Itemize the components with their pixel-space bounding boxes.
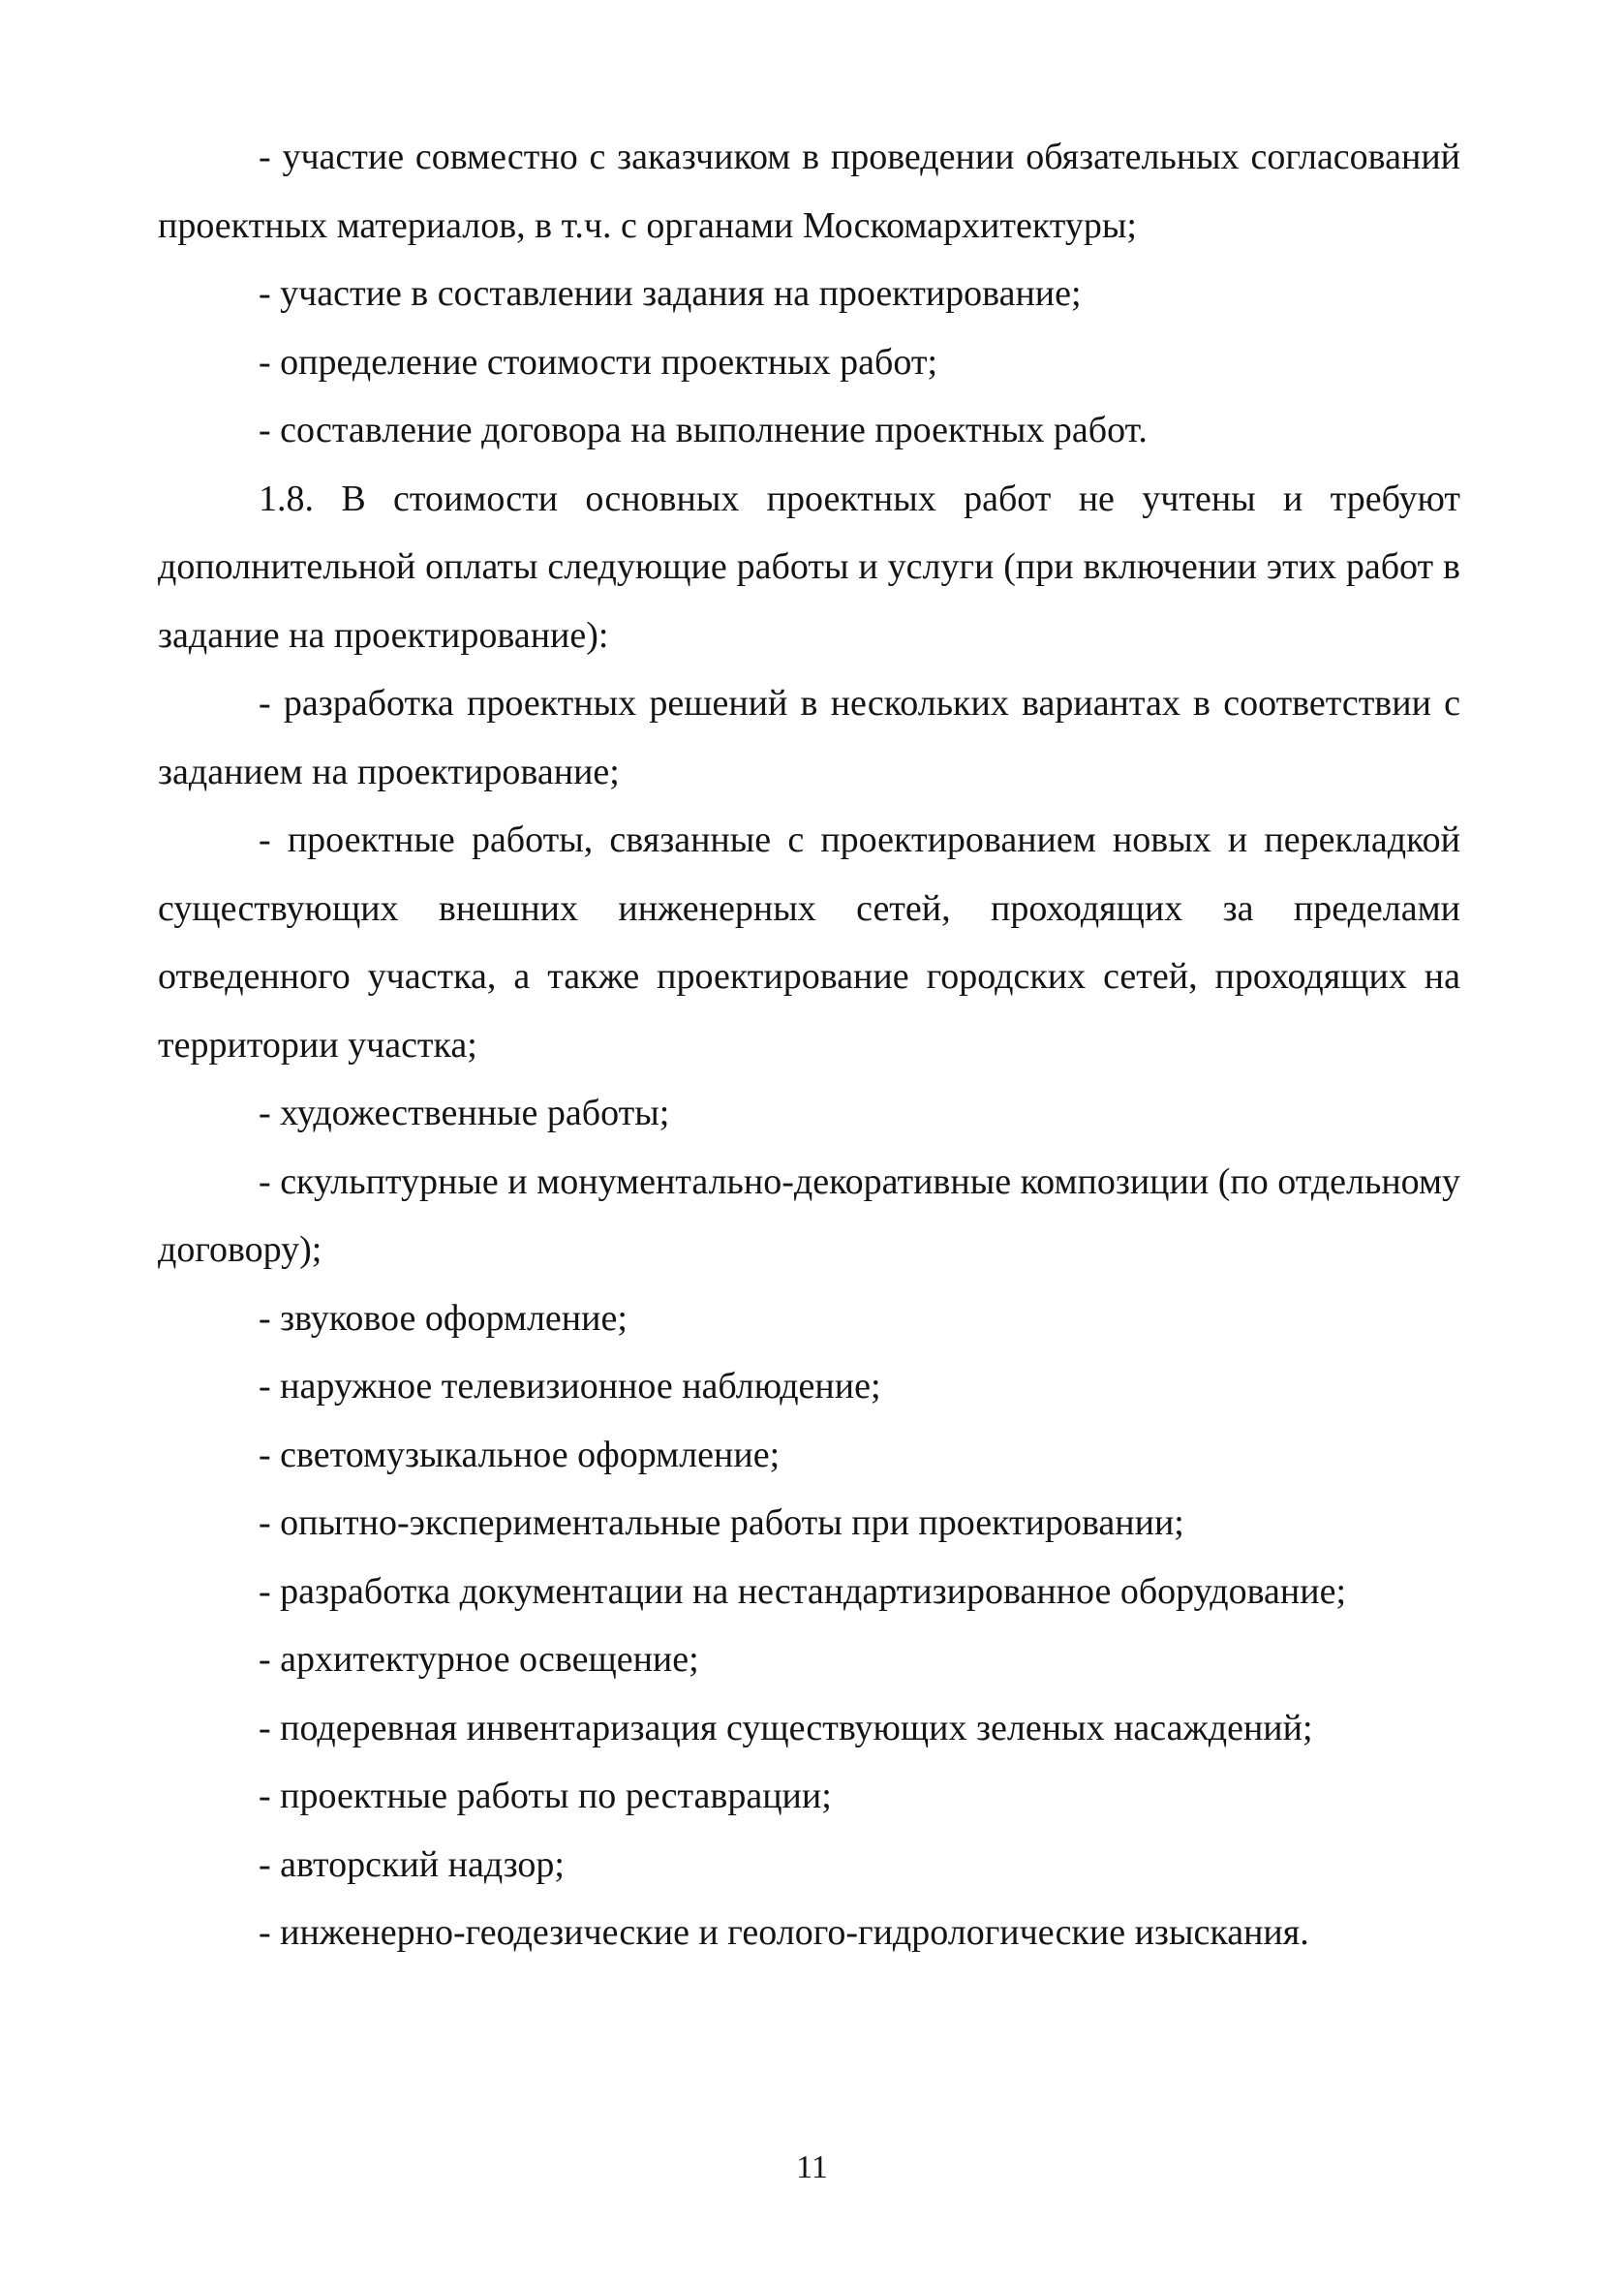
list-item: - архитектурное освещение; bbox=[259, 1639, 699, 1680]
page-number: 11 bbox=[796, 2149, 828, 2185]
list-item: - инженерно-геодезические и геолого-гидрологические изыскания. bbox=[259, 1912, 1309, 1953]
list-item: - светомузыкальное оформление; bbox=[259, 1434, 781, 1475]
list-item: - наружное телевизионное наблюдение; bbox=[259, 1366, 881, 1407]
list-item: - скульптурные и монументально-декоративные композиции (по отдельному договору); bbox=[158, 1160, 1460, 1270]
paragraph-design-assignment: - участие в составлении задания на проектирование; bbox=[259, 273, 1082, 314]
page-body bbox=[158, 123, 1460, 1967]
paragraph-coordination: - участие совместно с заказчиком в проведении обязательных согласований проектных материалов, в т.ч. с органами Москомархитектуры; bbox=[158, 137, 1460, 246]
paragraph-contract: - составление договора на выполнение проектных работ. bbox=[259, 410, 1148, 450]
paragraph-section-1-8: 1.8. В стоимости основных проектных работ не учтены и требуют дополнительной оплаты следующие работы и услуги (при включении этих работ в задание на проектирование): bbox=[158, 478, 1460, 656]
list-item: - опытно-экспериментальные работы при проектировании; bbox=[259, 1502, 1184, 1543]
paragraph-cost-determination: - определение стоимости проектных работ; bbox=[259, 341, 937, 383]
list-item: - разработка проектных решений в нескольких вариантах в соответствии с заданием на проектирование; bbox=[158, 683, 1460, 792]
list-item: - авторский надзор; bbox=[259, 1843, 565, 1885]
list-item: - проектные работы по реставрации; bbox=[259, 1776, 832, 1816]
list-item: - звуковое оформление; bbox=[259, 1297, 628, 1339]
list-item: - проектные работы, связанные с проектированием новых и перекладкой существующих внешних инженерных сетей, проходящих за пределами отведенного участка, а также проектирование городских сетей, проходящих на территории участка; bbox=[158, 819, 1460, 1066]
list-item: - разработка документации на нестандартизированное оборудование; bbox=[259, 1570, 1347, 1612]
list-item: - подеревная инвентаризация существующих зеленых насаждений; bbox=[259, 1707, 1313, 1748]
list-item: - художественные работы; bbox=[259, 1093, 670, 1133]
